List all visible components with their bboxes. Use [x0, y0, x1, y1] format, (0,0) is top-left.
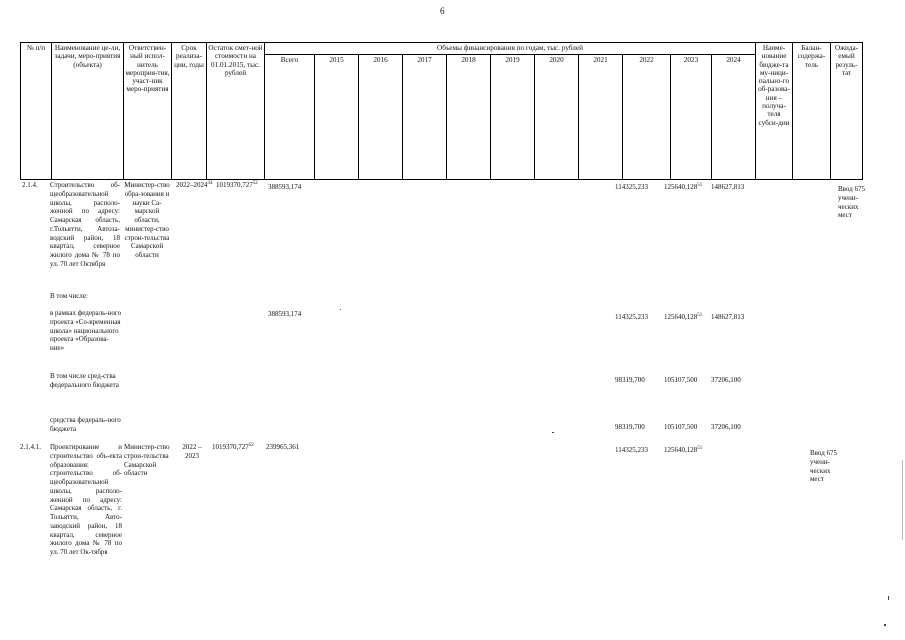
- header-responsible: Ответствен-ный испол-нитель мероприя-тия, участ-ник меро-приятия: [124, 43, 172, 180]
- header-year: 2016: [359, 55, 403, 180]
- row-result: Ввод 675 учени-ческих мест: [810, 449, 838, 484]
- row-result: Ввод 675 учени-ческих мест: [838, 185, 866, 220]
- header-result: Ожида-емый резуль-тат: [831, 43, 863, 180]
- including-label: В том числе:: [50, 292, 88, 300]
- header-year: 2022: [623, 55, 671, 180]
- row-responsible: Министер-ство строи-тельства Самарской области: [124, 443, 170, 478]
- scan-speck: [340, 309, 341, 310]
- header-name: Наименование це-ли, задачи, меро-приятия (объекта): [52, 43, 124, 180]
- header-year: 2020: [535, 55, 579, 180]
- row-number: 2.1.4.1.: [20, 443, 41, 451]
- row-2023: 105107,500: [664, 423, 698, 431]
- header-term: Срок реализа-ции, годы: [172, 43, 207, 180]
- row-2023: 125640,128$^{51}$: [664, 446, 703, 454]
- row-2022: 114325,233: [615, 183, 648, 191]
- row-name: Строительство об-щеобразовательной школы, располо-женной по адресу: Самарская область, г.Тольятти, Автоза-водский район, 18 квартал, северное жилого дома № 78 по ул. 70 лет Октября: [50, 181, 120, 268]
- scan-speck: [888, 596, 889, 600]
- page-number: 6: [440, 6, 445, 16]
- header-remainder: Остаток смет-ной стоимости на 01.01.2015, тыс. рублей: [207, 43, 265, 180]
- row-total: 239965,361: [266, 443, 300, 451]
- row-total: 388593,174: [268, 310, 302, 318]
- row-name: средства федераль-ного бюджета: [50, 416, 121, 433]
- row-name: Проектирование и строительство объ-екта образования: строительство об-щеобразовательной школы, располо-женной по адресу: Самарская область, г. Тольятти, Авто-заводский район, 18 квартал, северное жилого дома № 78 по ул. 70 лет Ок-тября: [50, 443, 122, 556]
- scan-speck: [552, 432, 554, 433]
- row-2023: 105107,500: [664, 376, 698, 384]
- row-2024: 148627,813: [711, 183, 745, 191]
- header-year: 2021: [579, 55, 623, 180]
- header-total: Всего: [265, 55, 315, 180]
- header-year: 2019: [491, 55, 535, 180]
- row-name: В том числе сред-ства федерального бюджета: [50, 372, 119, 389]
- row-2024: 148627,813: [711, 313, 745, 321]
- scan-edge: [902, 460, 903, 540]
- row-term: 2022 – 2023: [182, 443, 202, 460]
- row-2023: 125640,128$^{51}$: [664, 183, 703, 191]
- row-2022: 114325,233: [615, 313, 648, 321]
- header-year: 2018: [447, 55, 491, 180]
- header-num: № п/п: [21, 43, 52, 180]
- header-budget: Наиме-нование бюдже-та му-ници-пально-го об-разова-ния – получа-теля субси-дии: [756, 43, 793, 180]
- header-volumes: Объемы финансирования по годам, тыс. рублей: [265, 43, 756, 55]
- header-holder: Балан-содержа-тель: [793, 43, 831, 180]
- row-total: 388593,174: [268, 183, 302, 191]
- row-remainder: 1019370,727$^{52}$: [212, 443, 254, 451]
- row-2022: 114325,233: [615, 446, 648, 454]
- header-year: 2017: [403, 55, 447, 180]
- scan-speck: [884, 624, 886, 626]
- row-name: в рамках федераль-ного проекта «Со-временная школа» национального проекта «Образова-ние»: [50, 309, 122, 352]
- header-year: 2015: [315, 55, 359, 180]
- header-year: 2024: [712, 55, 756, 180]
- row-remainder: 1019370,727$^{52}$: [216, 181, 258, 189]
- row-responsible: Министер-ство обра-зования и науки Са-марской области, министер-ство строи-тельства Самарской области: [124, 181, 170, 259]
- row-2022: 98319,700: [615, 376, 645, 384]
- table-header: [20, 42, 863, 180]
- row-term: 2022–2024$^{34}$: [176, 181, 213, 189]
- header-year: 2023: [671, 55, 712, 180]
- row-2024: 37206,100: [711, 423, 741, 431]
- row-2022: 98319,700: [615, 423, 645, 431]
- row-2023: 125640,128$^{51}$: [664, 313, 703, 321]
- row-2024: 37206,100: [711, 376, 741, 384]
- row-number: 2.1.4.: [22, 181, 38, 189]
